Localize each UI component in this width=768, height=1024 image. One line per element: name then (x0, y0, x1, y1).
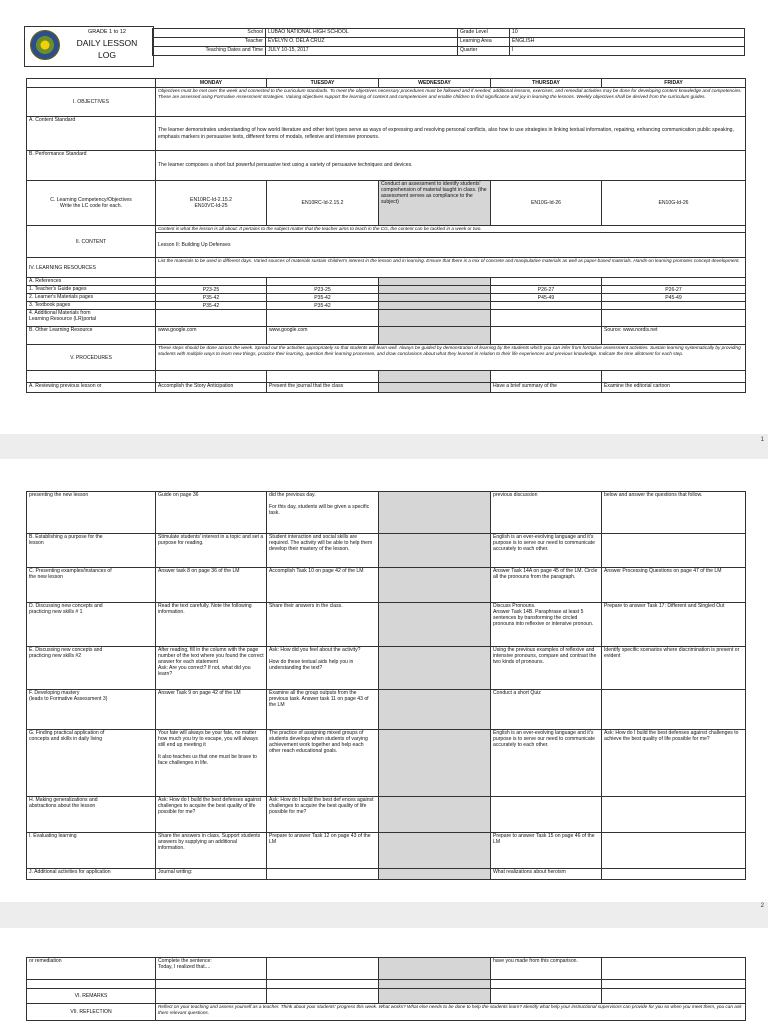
proc-monday: Journal writing: (156, 869, 267, 880)
tg-monday: P23-25 (156, 286, 267, 294)
grade-range: GRADE 1 to 12 (88, 29, 126, 35)
empty-cell (602, 989, 746, 1004)
empty-cell (491, 310, 602, 327)
proc-label-purpose: B. Establishing a purpose for the lesson (27, 534, 156, 568)
procedures-note: These steps should be done across the week. Spread out the activities appropriately so that students will learn well. Always be guided by demonstration of learning by the students which you can infer from formative assessment activities. Sustain learning systematically by providing students with multiple ways to learn new things, practice their learning, question their learning processes, and draw conclusions about what they learned in relation to their life experiences and previous knowledge. Indicate the time allotment for each step. (156, 345, 746, 371)
tb-monday: P35-42 (156, 302, 267, 310)
proc-friday (602, 833, 746, 869)
empty-cell (379, 980, 491, 989)
remediation-tuesday (267, 958, 379, 980)
proc-friday (602, 797, 746, 833)
proc-monday: Your fate will always be your fate, no matter how much you try to escape, you will always still end up meeting it It also teaches us that one must be brave to face challenges in life. (156, 730, 267, 797)
proc-label-presenting: presenting the new lesson (27, 492, 156, 534)
empty-cell (602, 980, 746, 989)
grade-level-label: Grade Level (458, 29, 510, 38)
remediation-friday (602, 958, 746, 980)
dates-label: Teaching Dates and Time (153, 47, 266, 56)
header-title-box (24, 26, 154, 67)
reviewing-label: A. Reviewing previous lesson or (27, 383, 156, 393)
proc-friday: below and answer the questions that follow. (602, 492, 746, 534)
proc-friday: Answer Processing Questions on page 47 of the LM (602, 568, 746, 603)
reflection-text: Reflect on your teaching and assess yourself as a teacher. Think about your students' progress this week. What works? What else needs to be done to help the students learn? Identify what help your instructional supervisors can provide for you so when you meet them, you can ask them relevant questions. (156, 1004, 746, 1021)
proc-monday: Stimulate students' interest in a topic and set a purpose for reading. (156, 534, 267, 568)
proc-tuesday: Share their answers in the class. (267, 603, 379, 647)
tb-thursday (491, 302, 602, 310)
day-header-tuesday: TUESDAY (267, 79, 379, 88)
competency-wednesday: Conduct an assessment to identify students' comprehension of material taught in class. (the assessment serves as compliance to the subject) (379, 181, 491, 226)
empty-cell (27, 371, 156, 383)
school-label: School (153, 29, 266, 38)
header-info-table (152, 28, 745, 56)
lm-tuesday: P35-42 (267, 294, 379, 302)
empty-cell (602, 278, 746, 286)
empty-cell (491, 371, 602, 383)
proc-monday: Answer task 8 on page 36 of the LM (156, 568, 267, 603)
lm-friday: P45-49 (602, 294, 746, 302)
proc-thursday: What realizations about heroism (491, 869, 602, 880)
empty-cell (267, 989, 379, 1004)
proc-tuesday: Ask: How did you feel about the activity? How do these textual aids help you in understanding the text? (267, 647, 379, 690)
performance-standard-text: The learner composes a short but powerful persuasive text using a variety of persuasive techniques and devices. (156, 151, 746, 181)
procedures-label: V. PROCEDURES (27, 345, 156, 371)
proc-label-generalizations: H. Making generalizations and abstractions about the lesson (27, 797, 156, 833)
proc-thursday: Prepare to answer Task 15 on page 46 of the LM (491, 833, 602, 869)
competency-tuesday: EN10RC-Id-2.15.2 (267, 181, 379, 226)
learning-area-value: ENGLISH (510, 38, 745, 47)
empty-cell (602, 371, 746, 383)
proc-monday: Guide on page 36 (156, 492, 267, 534)
proc-thursday: English is an ever-evolving language and it's purpose is to serve our need to communicate accurately to each other. (491, 730, 602, 797)
resources-label: IV. LEARNING RESOURCES (27, 258, 156, 278)
empty-cell (156, 371, 267, 383)
proc-tuesday: The practice of assigning mixed groups of students develops when students of varying achievement work together and help each other reach educational goals. (267, 730, 379, 797)
proc-monday: After reading, fill in the column with the page number of the text where you found the correct answer for each statement Ask: Are you correct? If not, what did you learn? (156, 647, 267, 690)
objectives-text: Objectives must be met over the week and connected to the curriculum standards. To meet the objectives necessary procedures must be followed and if needed, additional lessons, exercises, and remedial activities may be done for developing content knowledge and competencies. These are assessed using Formative Assessment strategies. Valuing objectives support the learning of content and competencies and enable children to find significance and joy in learning the lessons. Weekly objectives shall be derived from the curriculum guides. (156, 88, 746, 117)
day-header-monday: MONDAY (156, 79, 267, 88)
other-wednesday (379, 327, 491, 345)
remediation-wednesday (379, 958, 491, 980)
school-value: LUBAO NATIONAL HIGH SCHOOL (266, 29, 458, 38)
content-note: Content is what the lesson is all about. It pertains to the subject matter that the teacher aims to teach in the CG, the content can be tackled in a week or two. (156, 226, 746, 233)
title-line1: DAILY LESSON (76, 38, 138, 48)
tb-friday (602, 302, 746, 310)
lesson-table-page2 (26, 491, 746, 880)
proc-monday: Share the answers in class. Support students answers by supplying an additional information. (156, 833, 267, 869)
teacher-label: Teacher (153, 38, 266, 47)
reflection-label: VII. REFLECTION (27, 1004, 156, 1021)
page-1 (0, 0, 768, 434)
proc-friday (602, 534, 746, 568)
empty-cell (491, 989, 602, 1004)
empty-cell (267, 980, 379, 989)
teachers-guide-label: 1. Teacher's Guide pages (27, 286, 156, 294)
proc-friday: Identify specific scenarios where discrimination is present or evident (602, 647, 746, 690)
competency-thursday: EN10G-Id-26 (491, 181, 602, 226)
proc-wednesday (379, 568, 491, 603)
corner-cell (27, 79, 156, 88)
empty-cell (27, 980, 156, 989)
teacher-value: EVELYN O. DELA CRUZ (266, 38, 458, 47)
day-header-friday: FRIDAY (602, 79, 746, 88)
reviewing-tuesday: Present the journal that the class (267, 383, 379, 393)
lm-thursday: P45-49 (491, 294, 602, 302)
learners-materials-label: 2. Learner's Materials pages (27, 294, 156, 302)
content-standard-label: A. Content Standard (27, 117, 156, 151)
other-tuesday: www.google.com (267, 327, 379, 345)
proc-tuesday (267, 869, 379, 880)
proc-thursday: Discuss Pronouns. Answer Task 14B. Paraphrase at least 5 sentences by transforming the circled pronouns into reflexive or intensive pronoun. (491, 603, 602, 647)
proc-thursday: previous discussion (491, 492, 602, 534)
page-number-2: 2 (760, 903, 764, 909)
proc-wednesday (379, 603, 491, 647)
reviewing-wednesday (379, 383, 491, 393)
proc-thursday: Using the previous examples of reflexive and intensive pronouns, compare and contrast the two kinds of pronouns. (491, 647, 602, 690)
learning-area-label: Learning Area (458, 38, 510, 47)
proc-thursday: English is an ever-evolving language and it's purpose is to serve our need to communicate accurately to each other. (491, 534, 602, 568)
day-header-wednesday: WEDNESDAY (379, 79, 491, 88)
remarks-label: VI. REMARKS (27, 989, 156, 1004)
empty-cell (156, 980, 267, 989)
empty-cell (267, 310, 379, 327)
proc-monday: Ask: How do I build the best defenses against challenges to acquire the best quality of life possible for me? (156, 797, 267, 833)
quarter-label: Quarter (458, 47, 510, 56)
page-3 (0, 928, 768, 1024)
proc-label-evaluating: I. Evaluating learning (27, 833, 156, 869)
lm-monday: P35-42 (156, 294, 267, 302)
empty-cell (156, 310, 267, 327)
objectives-label: I. OBJECTIVES (27, 88, 156, 117)
proc-label-mastery: F. Developing mastery (leads to Formative Assessment 3) (27, 690, 156, 730)
proc-tuesday: Student interaction and social skills are required. The activity will be able to help them develop their mastery of the lesson. (267, 534, 379, 568)
lesson-table-page1 (26, 78, 746, 393)
empty-cell (491, 980, 602, 989)
tg-friday: P26-27 (602, 286, 746, 294)
day-header-thursday: THURSDAY (491, 79, 602, 88)
content-lesson: Lesson II: Building Up Defenses (156, 233, 746, 258)
proc-tuesday: Examine all the group outputs from the previous task. Answer task 11 on page 43 of the LM (267, 690, 379, 730)
empty-cell (267, 371, 379, 383)
proc-wednesday (379, 690, 491, 730)
proc-monday: Answer Task 9 on page 42 of the LM (156, 690, 267, 730)
other-resource-label: B. Other Learning Resource (27, 327, 156, 345)
empty-cell (379, 989, 491, 1004)
content-standard-text: The learner demonstrates understanding of how world literature and other text types serve as ways of expressing and resolving personal conflicts, also how to use strategies in linking textual information, repairing, enhancing communication public speaking, emphasis markers in persuasive texts, different forms of modals, reflexive and intensive pronouns. (156, 117, 746, 151)
proc-friday (602, 869, 746, 880)
proc-label-additional: J. Additional activities for application (27, 869, 156, 880)
references-label: A. References (27, 278, 156, 286)
competency-monday: EN10RC-Id-2.15.2 EN10VC-Id-25 (156, 181, 267, 226)
tg-thursday: P26-27 (491, 286, 602, 294)
additional-materials-label: 4. Additional Materials from Learning Resource (LR)portal (27, 310, 156, 327)
proc-tuesday: Prepare to answer Task 12 on page 43 of the LM (267, 833, 379, 869)
proc-label-concepts2: E. Discussing new concepts and practicing new skills #2 (27, 647, 156, 690)
empty-cell (379, 278, 491, 286)
tg-wednesday (379, 286, 491, 294)
other-monday: www.google.com (156, 327, 267, 345)
remediation-thursday: have you made from this comparison. (491, 958, 602, 980)
content-label: II. CONTENT (27, 226, 156, 258)
remediation-label: or remediation (27, 958, 156, 980)
proc-thursday: Conduct a short Quiz (491, 690, 602, 730)
empty-cell (156, 278, 267, 286)
reviewing-thursday: Have a brief summary of the (491, 383, 602, 393)
proc-wednesday (379, 492, 491, 534)
proc-tuesday: Ask: How do I build the best def ences against challenges to acquire the best quality of life possible for me? (267, 797, 379, 833)
proc-wednesday (379, 534, 491, 568)
lesson-table-page3 (26, 957, 746, 1021)
empty-cell (379, 371, 491, 383)
empty-cell (602, 310, 746, 327)
quarter-value: I (510, 47, 745, 56)
title-line2: LOG (98, 50, 116, 60)
tb-wednesday (379, 302, 491, 310)
tg-tuesday: P23-25 (267, 286, 379, 294)
other-friday: Source: www.nordis.net (602, 327, 746, 345)
proc-wednesday (379, 833, 491, 869)
reviewing-friday: Examine the editorial cartoon (602, 383, 746, 393)
deped-seal-icon (30, 30, 60, 60)
proc-wednesday (379, 869, 491, 880)
proc-friday: Ask: How do I build the best defenses against challenges to achieve the best quality of life possible for me? (602, 730, 746, 797)
proc-label-application: G. Finding practical application of concepts and skills in daily living (27, 730, 156, 797)
remediation-monday: Complete the sentence: Today, I realized that.... (156, 958, 267, 980)
competency-label: C. Learning Competency/Objectives Write the LC code for each. (27, 181, 156, 226)
proc-friday: Prepare to answer Task 17: Different and Singled Out (602, 603, 746, 647)
proc-friday (602, 690, 746, 730)
grade-level-value: 10 (510, 29, 745, 38)
proc-wednesday (379, 797, 491, 833)
competency-friday: EN10G-Id-26 (602, 181, 746, 226)
proc-monday: Read the text carefully. Note the following information. (156, 603, 267, 647)
page-2 (0, 459, 768, 902)
resources-note: List the materials to be used in different days. Varied sources of materials sustain children's interest in the lesson and in learning. Ensure that there is a mix of concrete and manipulative materials as well as paper-based materials. Hands-on learning promotes concept development. (156, 258, 746, 278)
empty-cell (267, 278, 379, 286)
empty-cell (379, 310, 491, 327)
reviewing-monday: Accomplish the Story Anticipation (156, 383, 267, 393)
textbook-label: 3. Textbook pages (27, 302, 156, 310)
proc-thursday (491, 797, 602, 833)
proc-label-concepts1: D. Discussing new concepts and practicing new skills # 1 (27, 603, 156, 647)
page-number-1: 1 (760, 437, 764, 443)
empty-cell (491, 278, 602, 286)
performance-standard-label: B. Performance Standard (27, 151, 156, 181)
tb-tuesday: P35-42 (267, 302, 379, 310)
proc-label-examples: C. Presenting examples/instances of the new lesson (27, 568, 156, 603)
other-thursday (491, 327, 602, 345)
dates-value: JULY 10-15, 2017 (266, 47, 458, 56)
proc-wednesday (379, 730, 491, 797)
proc-tuesday: did the previous day. For this day, students will be given a specific task. (267, 492, 379, 534)
proc-thursday: Answer Task 14A on page 45 of the LM. Circle all the pronouns from the paragraph. (491, 568, 602, 603)
empty-cell (156, 989, 267, 1004)
proc-wednesday (379, 647, 491, 690)
proc-tuesday: Accomplish Task 10 on page 42 of the LM (267, 568, 379, 603)
lm-wednesday (379, 294, 491, 302)
